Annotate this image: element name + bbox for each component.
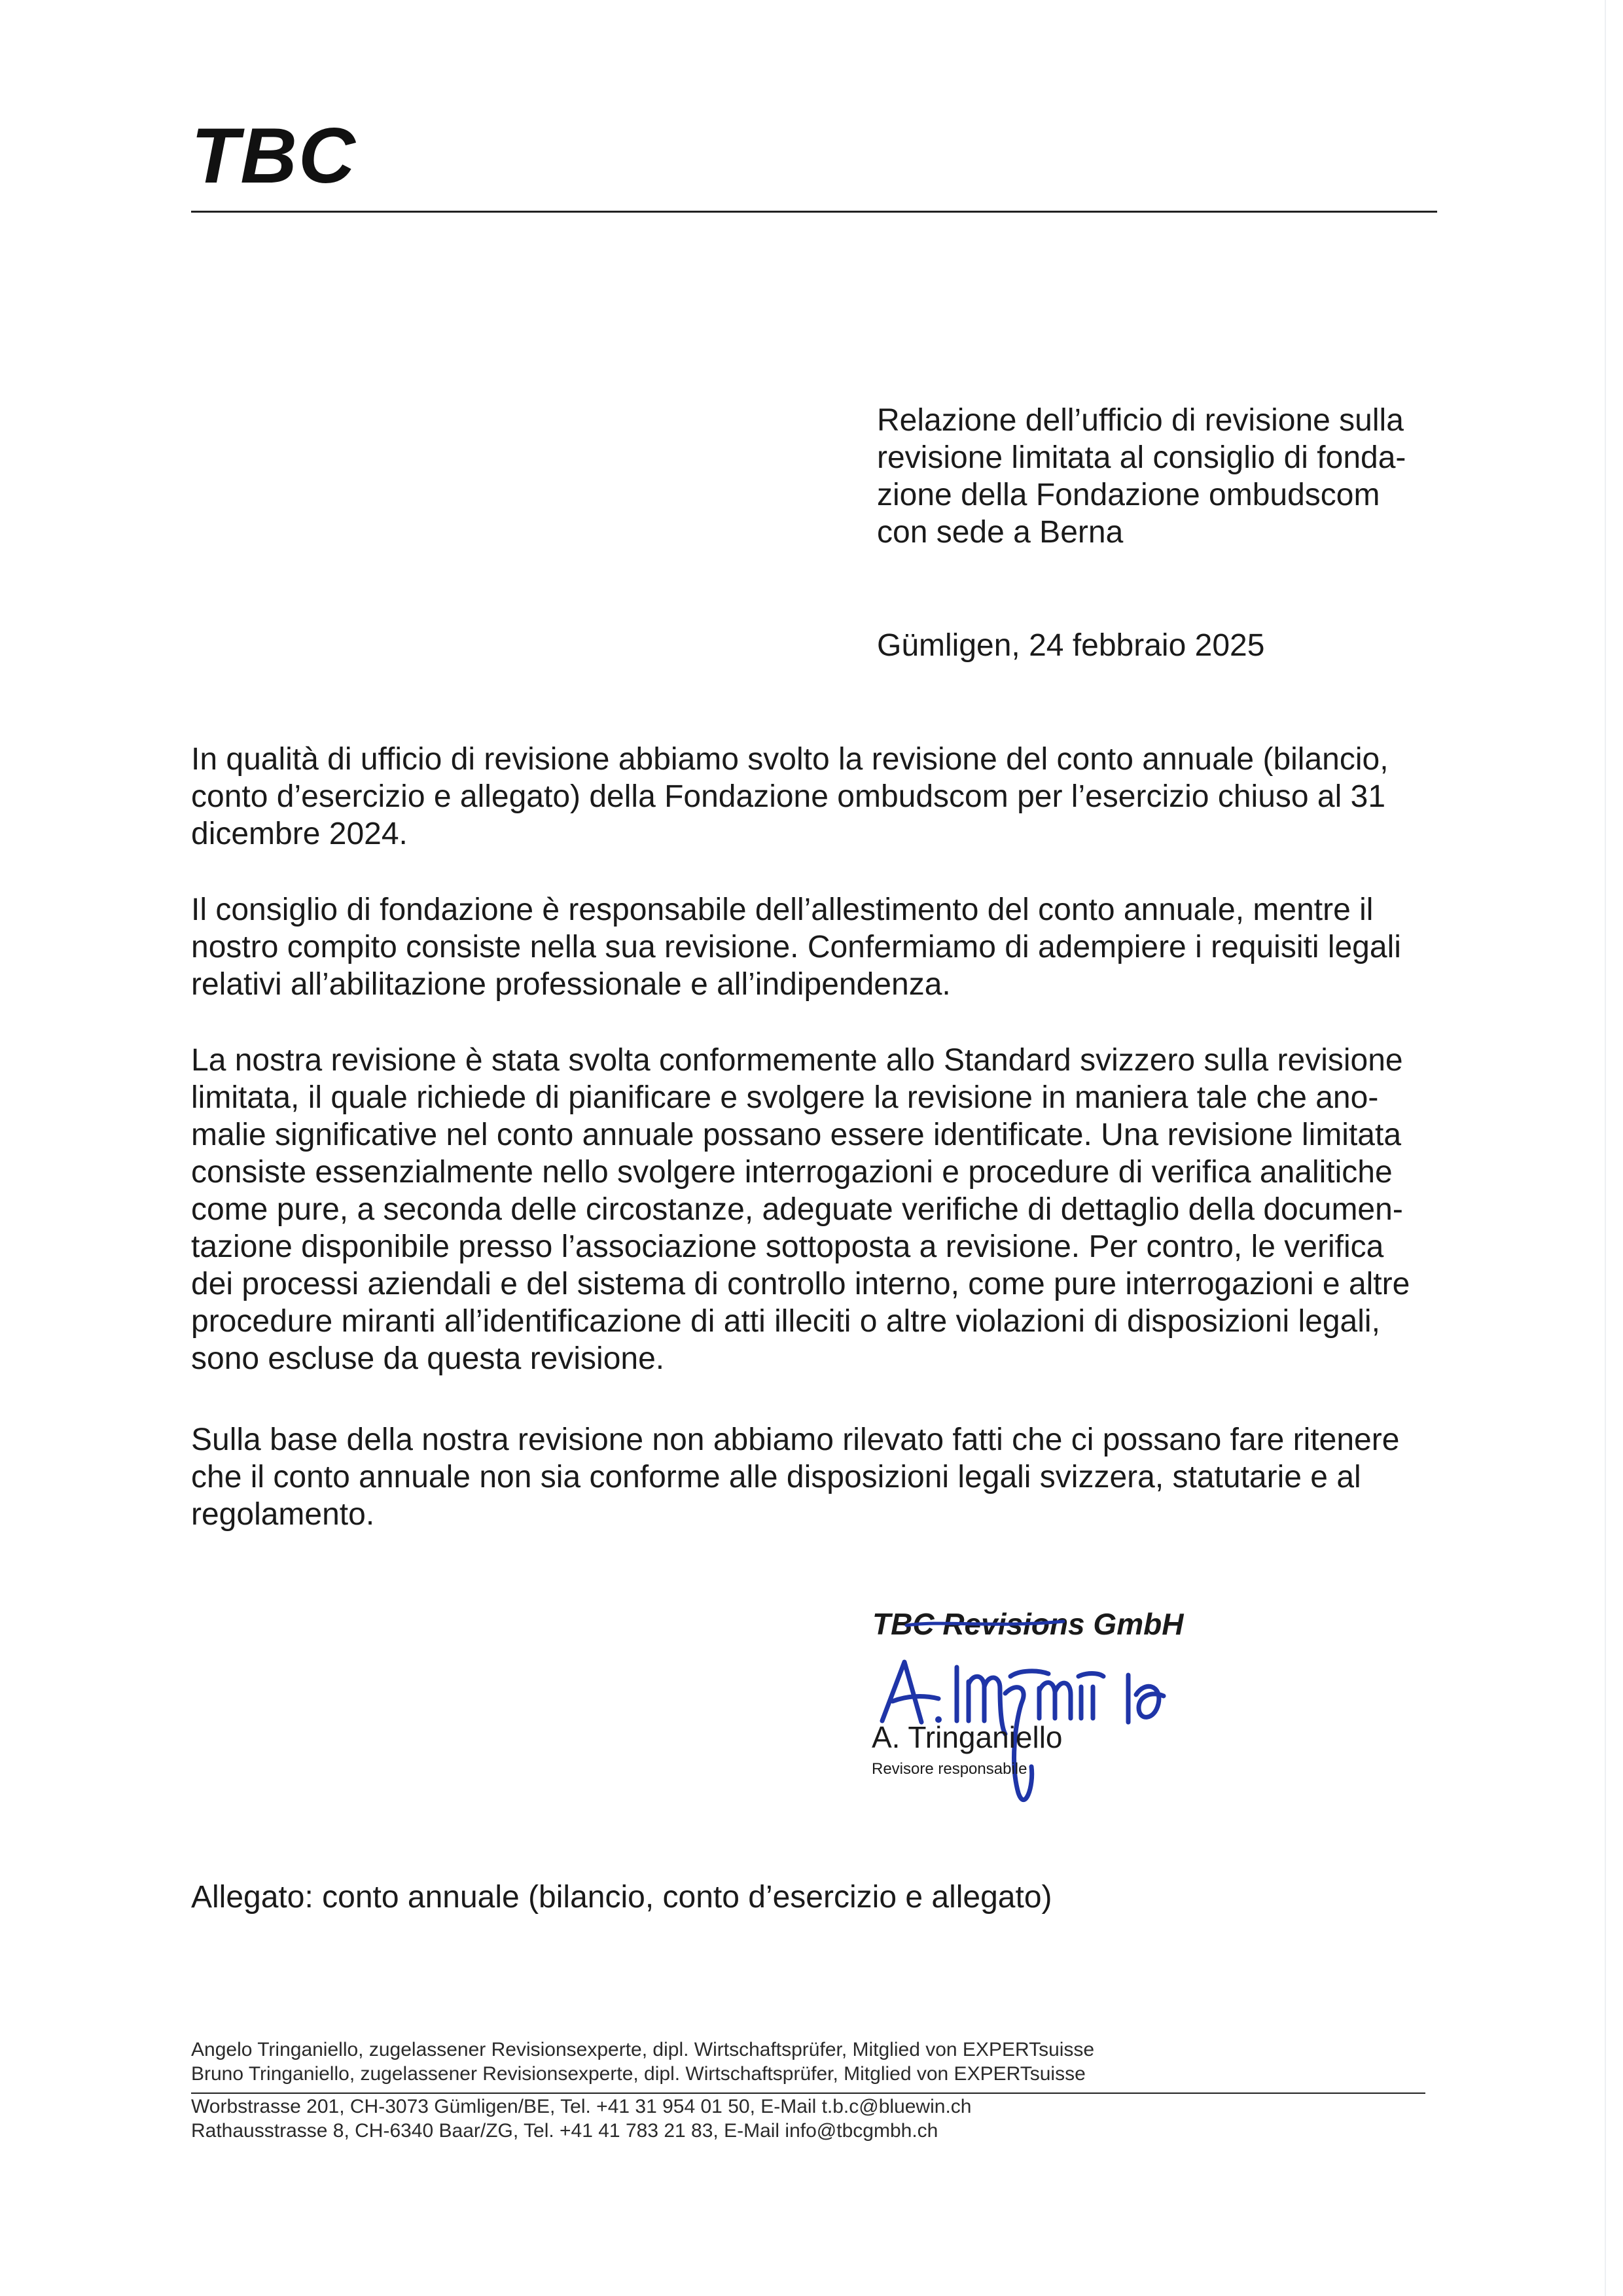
recipient-line: revisione limitata al consiglio di fonda- <box>877 440 1406 475</box>
signature-strike-stroke <box>903 1614 1067 1633</box>
body-line: dei processi aziendali e del sistema di controllo interno, come pure interrogazioni e altre <box>191 1267 1410 1301</box>
footer-divider <box>191 2093 1425 2094</box>
body-line: come pure, a seconda delle circostanze, adeguate verifiche di dettaglio della documen- <box>191 1192 1403 1227</box>
body-line: regolamento. <box>191 1497 375 1532</box>
body-paragraph-2 <box>191 891 1441 1003</box>
footer-line: Rathausstrasse 8, CH-6340 Baar/ZG, Tel. +41 41 783 21 83, E-Mail info@tbcgmbh.ch <box>191 2120 938 2142</box>
recipient-line: Relazione dell’ufficio di revisione sulla <box>877 403 1404 438</box>
body-line: Il consiglio di fondazione è responsabile dell’allestimento del conto annuale, mentre il <box>191 892 1374 927</box>
recipient-line: zione della Fondazione ombudscom <box>877 478 1380 512</box>
body-line: Sulla base della nostra revisione non abbiamo rilevato fatti che ci possano fare ritenere <box>191 1422 1400 1457</box>
body-paragraph-3 <box>191 1042 1441 1377</box>
body-line: dicembre 2024. <box>191 817 408 851</box>
recipient-block <box>877 402 1440 551</box>
footer-addresses <box>191 2094 971 2143</box>
scan-page-edge <box>1605 0 1606 2296</box>
body-line: sono escluse da questa revisione. <box>191 1341 665 1376</box>
recipient-line: con sede a Berna <box>877 515 1124 550</box>
body-line: relativi all’abilitazione professionale e all’indipendenza. <box>191 967 951 1002</box>
company-logo: TBC <box>191 112 357 200</box>
body-line: nostro compito consiste nella sua revisione. Confermiamo di adempiere i requisiti legali <box>191 930 1401 964</box>
body-line: conto d’esercizio e allegato) della Fondazione ombudscom per l’esercizio chiuso al 31 <box>191 779 1386 814</box>
footer-line: Bruno Tringaniello, zugelassener Revisionsexperte, dipl. Wirtschaftsprüfer, Mitglied von EXPERTsuisse <box>191 2063 1086 2085</box>
header-divider <box>191 211 1437 213</box>
footer-line: Worbstrasse 201, CH-3073 Gümligen/BE, Tel. +41 31 954 01 50, E-Mail t.b.c@bluewin.ch <box>191 2096 972 2117</box>
footer-members <box>191 2038 1094 2086</box>
attachment-note: Allegato: conto annuale (bilancio, conto d’esercizio e allegato) <box>191 1880 1052 1915</box>
footer-line: Angelo Tringaniello, zugelassener Revisionsexperte, dipl. Wirtschaftsprüfer, Mitglied von EXPERTsuisse <box>191 2039 1095 2060</box>
letter-date: Gümligen, 24 febbraio 2025 <box>877 628 1265 663</box>
signatory-role: Revisore responsabile <box>872 1760 1027 1778</box>
body-line: In qualità di ufficio di revisione abbiamo svolto la revisione del conto annuale (bilancio, <box>191 742 1389 777</box>
signature-company: TBC Revisions GmbH <box>872 1607 1184 1641</box>
body-paragraph-1 <box>191 741 1441 853</box>
signatory-name: A. Tringaniello <box>872 1720 1063 1754</box>
body-line: procedure miranti all’identificazione di atti illeciti o altre violazioni di disposizioni legali, <box>191 1304 1380 1339</box>
body-paragraph-4 <box>191 1421 1441 1533</box>
body-line: La nostra revisione è stata svolta conformemente allo Standard svizzero sulla revisione <box>191 1043 1403 1078</box>
body-line: tazione disponibile presso l’associazione sottoposta a revisione. Per contro, le verifica <box>191 1229 1384 1264</box>
body-line: malie significative nel conto annuale possano essere identificate. Una revisione limitata <box>191 1118 1402 1152</box>
body-line: limitata, il quale richiede di pianificare e svolgere la revisione in maniera tale che ano- <box>191 1080 1379 1115</box>
body-line: che il conto annuale non sia conforme alle disposizioni legali svizzera, statutarie e al <box>191 1460 1361 1494</box>
body-line: consiste essenzialmente nello svolgere interrogazioni e procedure di verifica analitiche <box>191 1155 1393 1190</box>
